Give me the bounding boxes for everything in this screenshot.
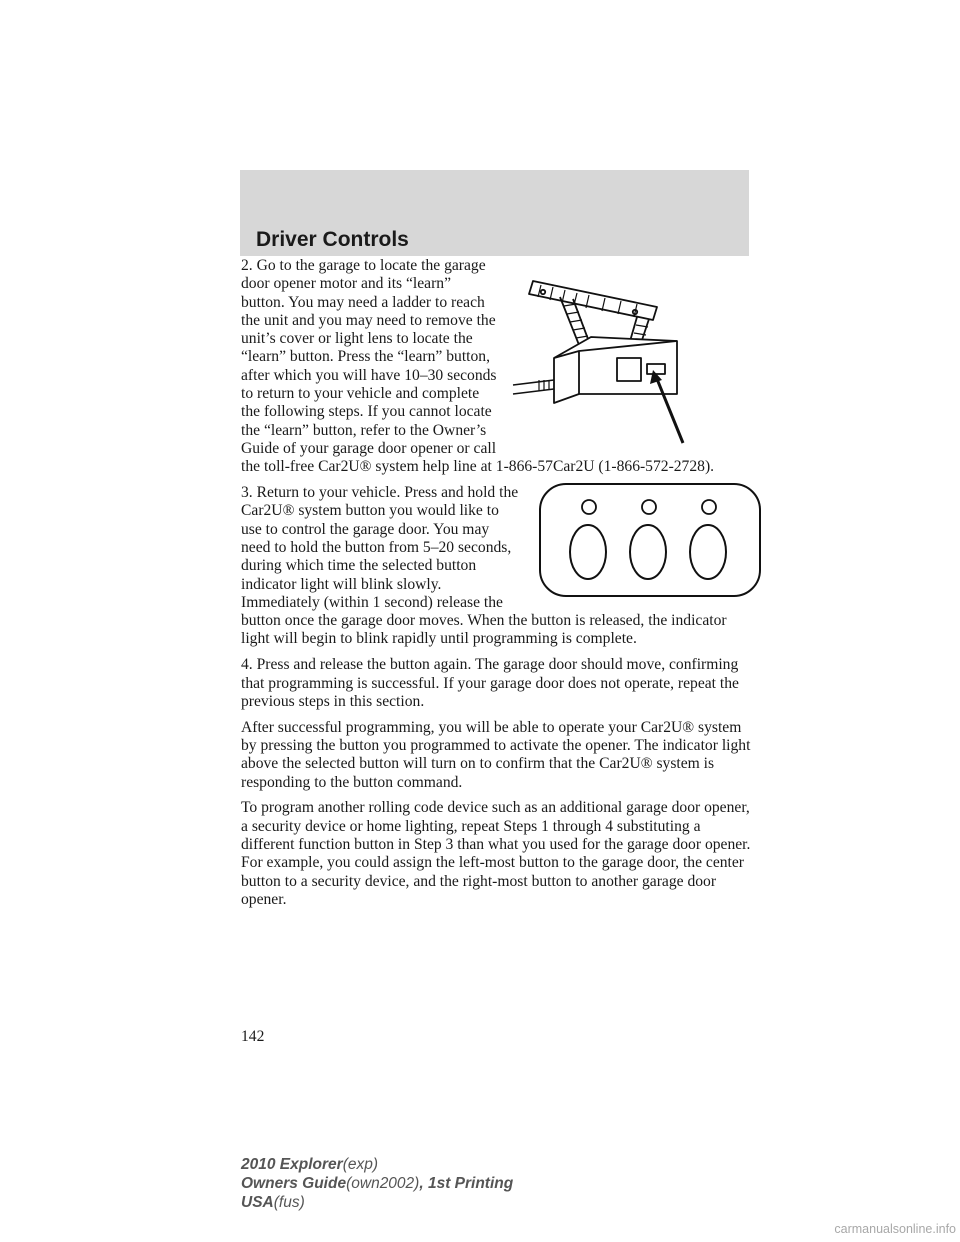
footer-guide: Owners Guide <box>241 1175 347 1192</box>
footer-printing: , 1st Printing <box>419 1175 514 1192</box>
footer-model: 2010 Explorer <box>241 1156 343 1173</box>
function-button-center <box>630 525 666 579</box>
paragraph-step-3: 3. Return to your vehicle. Press and hold the Car2U® system button you would like to use to control the garage door. You may need to hold the button from 5–20 seconds, during which time the selected button indicator light will blink slowly. Immediately (within 1 second) release the button once the garage door moves. When the button is released, the indicator light will begin to blink rapidly until programming is complete. <box>241 484 727 648</box>
document-footer <box>241 1155 513 1212</box>
footer-market: USA <box>241 1194 274 1211</box>
paragraph-step-2: 2. Go to the garage to locate the garage door opener motor and its “learn” button. You may need a ladder to reach the unit and you may need to remove the unit’s cover or light lens to locate the “learn” button. Press the “learn” button, after which you will have 10–30 seconds to return to your vehicle and complete the following steps. If you cannot locate the “learn” button, refer to the Owner’s Guide of your garage door opener or call the toll-free Car2U® system help line at 1-866-57Car2U (1-866-572-2728). <box>241 257 715 476</box>
page-number: 142 <box>241 1028 265 1045</box>
function-button-right <box>690 525 726 579</box>
page-body <box>241 257 751 917</box>
car2u-buttons-illustration <box>529 482 763 600</box>
garage-door-opener-illustration <box>505 263 757 446</box>
indicator-light-right <box>702 500 716 514</box>
paragraph-step-4: 4. Press and release the button again. The garage door should move, confirming that programming is successful. If your garage door does not operate, repeat the previous steps in this section. <box>241 656 739 710</box>
indicator-light-left <box>582 500 596 514</box>
function-button-left <box>570 525 606 579</box>
paragraph-after-programming: After successful programming, you will be able to operate your Car2U® system by pressing the button you programmed to activate the opener. The indicator light above the selected button will turn on to confirm that the Car2U® system is responding to the button command. <box>241 718 751 791</box>
indicator-light-center <box>642 500 656 514</box>
paragraph-other-devices: To program another rolling code device such as an additional garage door opener, a security device or home lighting, repeat Steps 1 through 4 substituting a different function button in Step 3 than what you used for the garage door opener. For example, you could assign the left-most button to the garage door, the center button to a security device, and the right-most button to another garage door opener. <box>241 799 751 908</box>
watermark: carmanualsonline.info <box>834 1222 956 1236</box>
footer-model-code: (exp) <box>342 1156 379 1173</box>
section-title: Driver Controls <box>256 228 409 251</box>
footer-guide-code: (own2002) <box>346 1175 420 1192</box>
footer-market-code: (fus) <box>273 1194 305 1211</box>
